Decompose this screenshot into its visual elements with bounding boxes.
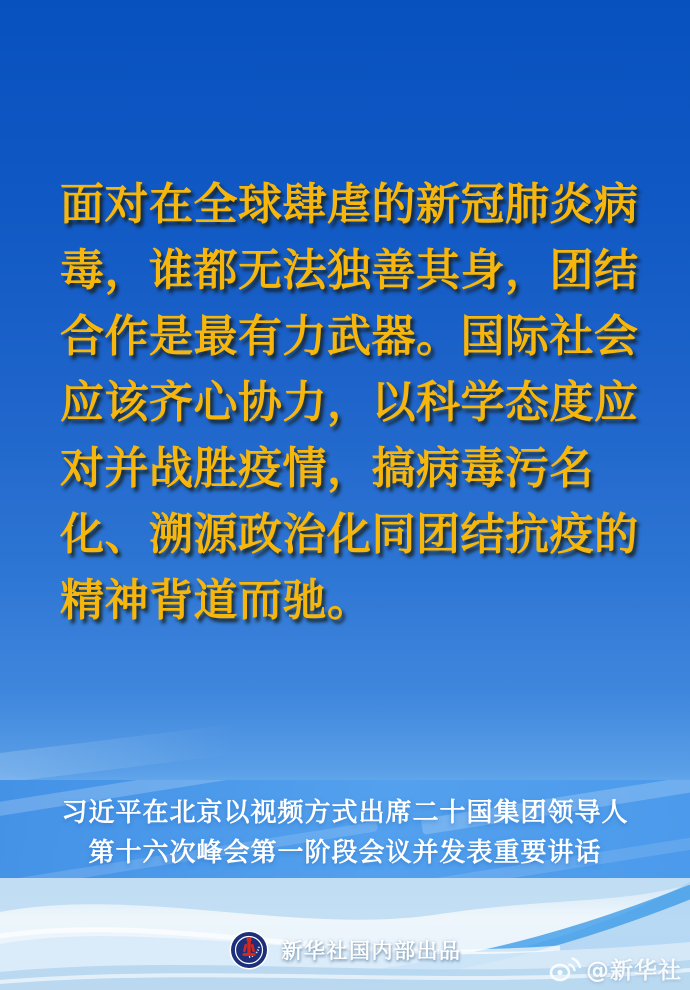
quote-line: 精神背道而驰。 (60, 575, 372, 626)
quote-line: 合作是最有力武器。国际社会 (60, 311, 639, 362)
weibo-watermark (549, 952, 682, 985)
quote-line: 对并战胜疫情，搞病毒污名 (60, 443, 594, 494)
producer-label: 新华社国内部出品 (281, 939, 462, 963)
headline-line-1: 习近平在北京以视频方式出席二十国集团领导人 (61, 798, 629, 828)
quote-line: 面对在全球肆虐的新冠肺炎病 (60, 179, 639, 230)
quote-text-block (60, 172, 640, 634)
xinhua-emblem-logo (229, 930, 269, 970)
headline-band (0, 780, 690, 878)
quote-line: 毒，谁都无法独善其身，团结 (60, 245, 639, 296)
weibo-handle: @新华社 (586, 958, 682, 984)
quote-line: 化、溯源政治化同团结抗疫的 (60, 509, 639, 560)
weibo-icon (549, 955, 581, 982)
quote-line: 应该齐心协力，以科学态度应 (60, 377, 639, 428)
headline-title (0, 780, 690, 873)
headline-line-2: 第十六次峰会第一阶段会议并发表重要讲话 (88, 838, 602, 868)
